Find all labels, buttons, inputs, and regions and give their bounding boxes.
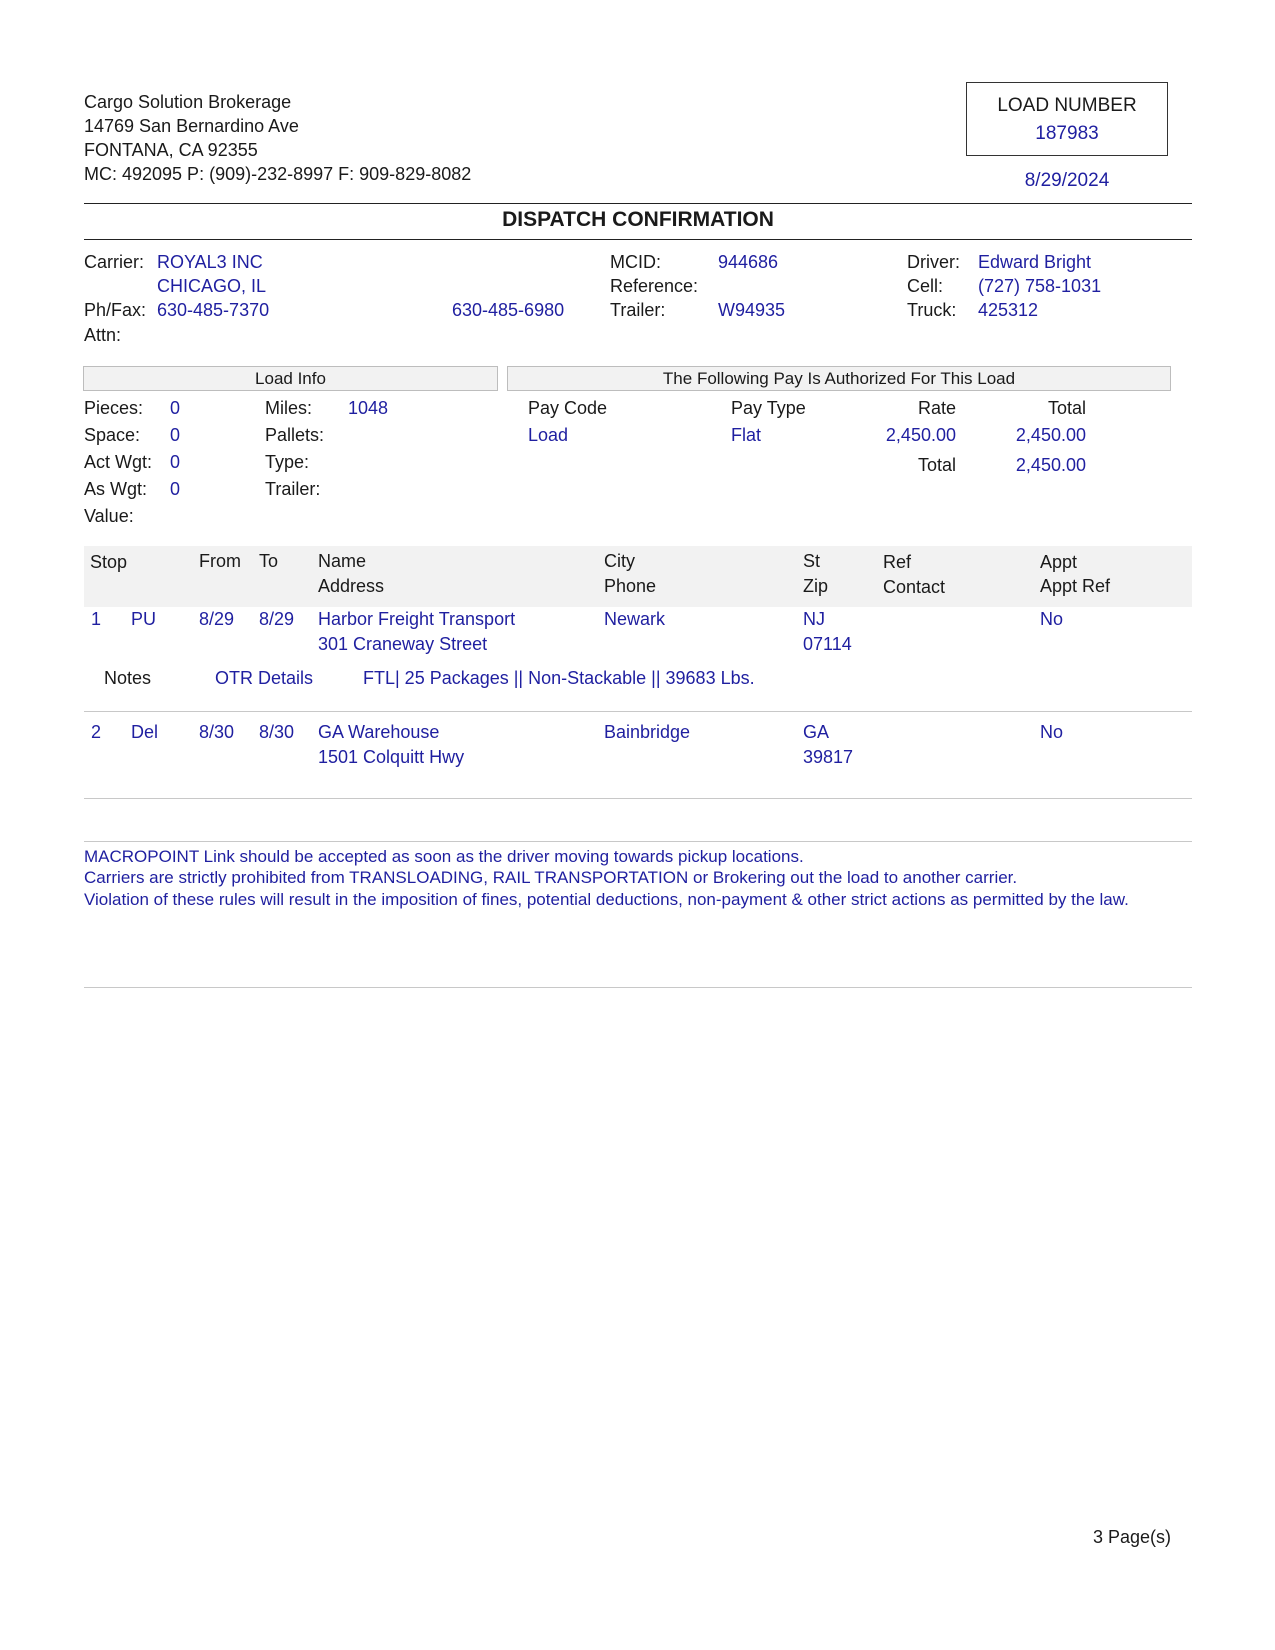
trailer-value: W94935 xyxy=(718,300,786,320)
load-trailer-label: Trailer: xyxy=(265,479,321,499)
cell-value: (727) 758-1031 xyxy=(978,276,1102,296)
stop-type: PU xyxy=(131,609,157,629)
appt-col-header: Appt xyxy=(1040,552,1078,572)
load-number-label: LOAD NUMBER xyxy=(997,95,1137,116)
stop-state: GA xyxy=(803,722,830,742)
trailer-label: Trailer: xyxy=(610,300,666,320)
pay-type-header: Pay Type xyxy=(731,398,806,418)
driver-name: Edward Bright xyxy=(978,252,1092,272)
stop-number: 2 xyxy=(91,722,102,742)
carrier-city: CHICAGO, IL xyxy=(157,276,267,296)
miles-label: Miles: xyxy=(265,398,313,418)
phfax-label: Ph/Fax: xyxy=(84,300,147,320)
zip-col-header: Zip xyxy=(803,576,829,596)
act-wgt-label: Act Wgt: xyxy=(84,452,153,472)
stop-appt: No xyxy=(1040,609,1064,629)
address-col-header: Address xyxy=(318,576,385,596)
stop-to: 8/30 xyxy=(259,722,295,742)
stop-number: 1 xyxy=(91,609,102,629)
stops-end-divider xyxy=(84,798,1192,799)
load-number-box xyxy=(966,82,1168,156)
appt-ref-col-header: Appt Ref xyxy=(1040,576,1111,596)
total-header: Total xyxy=(1047,398,1086,418)
pay-type-value: Flat xyxy=(731,425,762,445)
document-date: 8/29/2024 xyxy=(1024,170,1110,191)
stop-from: 8/30 xyxy=(199,722,235,742)
contact-col-header: Contact xyxy=(883,577,946,597)
total-value: 2,450.00 xyxy=(1015,425,1086,445)
reference-label: Reference: xyxy=(610,276,699,296)
notes-text: FTL| 25 Packages || Non-Stackable || 39683 Lbs. xyxy=(363,668,755,688)
pieces-label: Pieces: xyxy=(84,398,144,418)
stop-zip: 39817 xyxy=(803,747,854,767)
rate-value: 2,450.00 xyxy=(885,425,956,445)
stop-divider xyxy=(84,711,1192,712)
carrier-phone: 630-485-7370 xyxy=(157,300,270,320)
from-col-header: From xyxy=(199,551,241,571)
ref-col-header: Ref xyxy=(883,552,912,572)
terms-line-1: MACROPOINT Link should be accepted as soon as the driver moving towards pickup locations. xyxy=(84,847,804,866)
stop-state: NJ xyxy=(803,609,825,629)
stop-zip: 07114 xyxy=(803,634,852,654)
truck-label: Truck: xyxy=(907,300,957,320)
phone-col-header: Phone xyxy=(604,576,657,596)
pallets-label: Pallets: xyxy=(265,425,325,445)
carrier-label: Carrier: xyxy=(84,252,145,272)
title-rule-top xyxy=(84,203,1192,204)
name-col-header: Name xyxy=(318,551,367,571)
to-col-header: To xyxy=(259,551,279,571)
company-city: FONTANA, CA 92355 xyxy=(84,140,258,160)
company-name: Cargo Solution Brokerage xyxy=(84,92,292,112)
stop-type: Del xyxy=(131,722,159,742)
mcid-value: 944686 xyxy=(718,252,779,272)
notes-label: Notes xyxy=(104,668,152,688)
rate-header: Rate xyxy=(917,398,956,418)
notes-kind: OTR Details xyxy=(215,668,314,688)
title-rule-bottom xyxy=(84,239,1192,240)
as-wgt-label: As Wgt: xyxy=(84,479,148,499)
load-info-header: Load Info xyxy=(83,366,498,391)
terms-bottom-divider xyxy=(84,987,1192,988)
truck-value: 425312 xyxy=(978,300,1039,320)
act-wgt-value: 0 xyxy=(170,452,181,472)
stop-name: Harbor Freight Transport xyxy=(318,609,516,629)
st-col-header: St xyxy=(803,551,821,571)
page-count: 3 Page(s) xyxy=(1092,1527,1171,1547)
stop-name: GA Warehouse xyxy=(318,722,440,742)
space-label: Space: xyxy=(84,425,141,445)
space-value: 0 xyxy=(170,425,181,445)
type-label: Type: xyxy=(265,452,310,472)
grand-total-value: 2,450.00 xyxy=(1015,455,1086,475)
load-number-value: 187983 xyxy=(1035,123,1099,144)
carrier-name: ROYAL3 INC xyxy=(157,252,263,272)
stop-city: Bainbridge xyxy=(604,722,691,742)
stop-city: Newark xyxy=(604,609,666,629)
carrier-fax: 630-485-6980 xyxy=(452,300,565,320)
pay-header: The Following Pay Is Authorized For This Load xyxy=(507,366,1171,391)
stop-address: 1501 Colquitt Hwy xyxy=(318,747,465,767)
terms-top-divider xyxy=(84,841,1192,842)
as-wgt-value: 0 xyxy=(170,479,181,499)
stop-to: 8/29 xyxy=(259,609,295,629)
stop-from: 8/29 xyxy=(199,609,235,629)
stop-col-header: Stop xyxy=(90,552,128,572)
driver-label: Driver: xyxy=(907,252,960,272)
mcid-label: MCID: xyxy=(610,252,661,272)
pay-code-header: Pay Code xyxy=(528,398,608,418)
attn-label: Attn: xyxy=(84,325,122,345)
stop-address: 301 Craneway Street xyxy=(318,634,488,654)
pieces-value: 0 xyxy=(170,398,181,418)
terms-line-2: Carriers are strictly prohibited from TRANSLOADING, RAIL TRANSPORTATION or Brokering out the load to another carrier. xyxy=(84,868,1018,887)
company-street: 14769 San Bernardino Ave xyxy=(84,116,299,136)
value-label: Value: xyxy=(84,506,134,526)
pay-code-value: Load xyxy=(528,425,569,445)
city-col-header: City xyxy=(604,551,635,571)
cell-label: Cell: xyxy=(907,276,944,296)
grand-total-label: Total xyxy=(917,455,956,475)
miles-value: 1048 xyxy=(348,398,389,418)
company-contact: MC: 492095 P: (909)-232-8997 F: 909-829-8082 xyxy=(84,164,472,184)
page-title: DISPATCH CONFIRMATION xyxy=(502,208,774,231)
stop-appt: No xyxy=(1040,722,1064,742)
terms-line-3: Violation of these rules will result in the imposition of fines, potential deductions, non-payment & other strict actions as permitted by the law. xyxy=(84,890,1129,909)
